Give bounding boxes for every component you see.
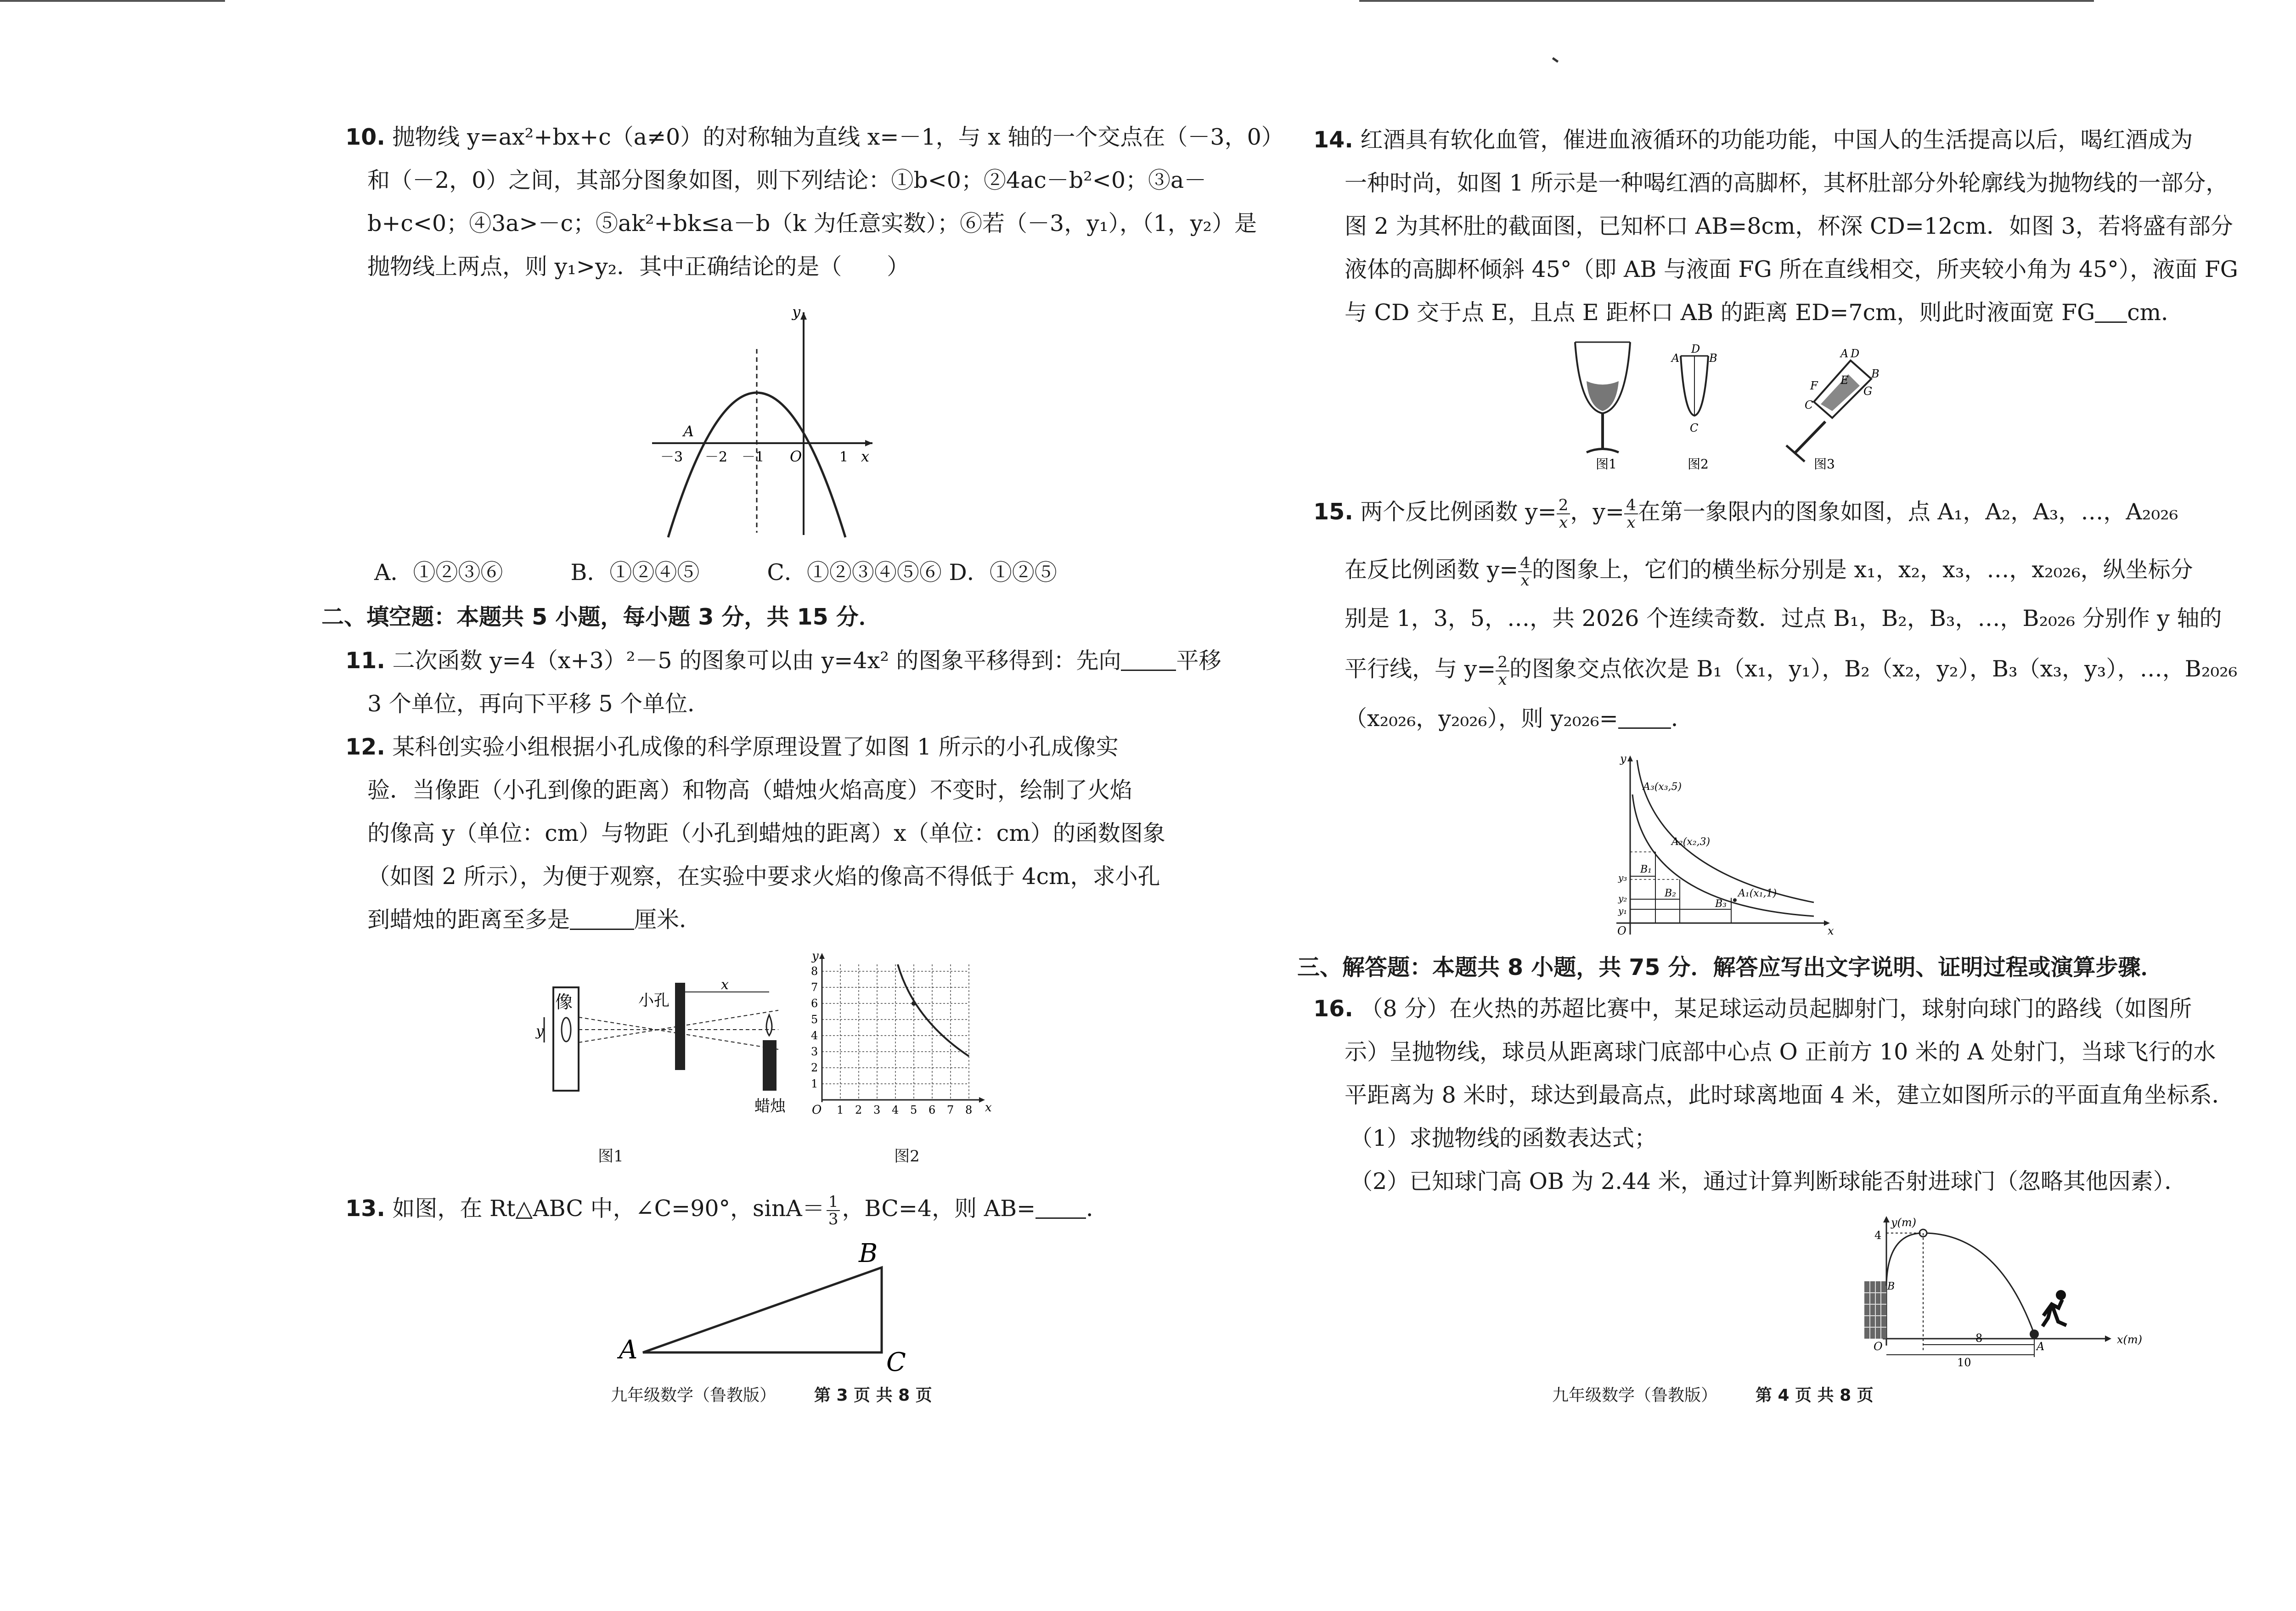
q14-f3-d: D — [1851, 347, 1860, 360]
q12-line5 — [367, 898, 702, 941]
q15-frac4-d: x — [1498, 670, 1507, 689]
q16-height-4: 4 — [1874, 1229, 1882, 1242]
q15-y3: y₃ — [1618, 872, 1627, 883]
q11-text1a: 二次函数 y=4（x+3）²－5 的图象可以由 y=4x² 的图象平移得到：先向 — [392, 648, 1121, 674]
q13-frac-num: 1 — [827, 1194, 840, 1211]
q13-label-c: C — [886, 1347, 906, 1377]
q10-y-label: y — [792, 303, 801, 321]
q10-options: A．①②③⑥ B．①②④⑤ C．①②③④⑤⑥ D．①②⑤ — [374, 559, 1057, 586]
q14-blank[interactable] — [2095, 301, 2127, 323]
q15-text2b: 的图象上，它们的横坐标分别是 x₁，x₂，x₃，…，x₂₀₂₆，纵坐标分 — [1531, 557, 2193, 583]
right-footer-subject: 九年级数学（鲁教版） — [1552, 1386, 1718, 1405]
fig2-ytick: 4 — [811, 1029, 818, 1042]
q15-text2a: 在反比例函数 y= — [1345, 557, 1519, 583]
q10-line3: b+c<0；④3a>－c；⑤ak²+bk≤a－b（k 为任意实数）；⑥若（－3，y₁），（1，y₂）是 — [367, 210, 1257, 237]
q15-text1c: 在第一象限内的图象如图，点 A₁，A₂，A₃，…，A₂₀₂₆ — [1638, 499, 2178, 525]
q15-text4b: 的图象交点依次是 B₁（x₁，y₁），B₂（x₂，y₂），B₃（x₃，y₃），…，B₂₀₂₆ — [1509, 656, 2238, 682]
q14-text5b: cm． — [2127, 299, 2184, 326]
q13-label-b: B — [859, 1239, 878, 1268]
left-footer-page: 第 3 页 共 8 页 — [814, 1386, 932, 1405]
fig2-ytick: 7 — [811, 981, 818, 994]
q15-frac3-d: x — [1520, 571, 1530, 590]
q10-x-label: x — [861, 448, 870, 465]
q16-x-label: x(m) — [2117, 1333, 2143, 1346]
q10-line4: 抛物线上两点，则 y₁>y₂．其中正确结论的是（ ） — [367, 253, 910, 280]
q11-blank[interactable] — [1121, 649, 1176, 671]
q14-f2-b: B — [1709, 352, 1717, 365]
fig1-candle-label: 蜡烛 — [754, 1097, 786, 1115]
q16-point-a: A — [2037, 1340, 2045, 1353]
q12-line4: （如图 2 所示），为便于观察，在实验中要求火焰的像高不得低于 4cm，求小孔 — [367, 863, 1160, 890]
q10-tick-1: 1 — [839, 449, 849, 465]
q13-fraction — [827, 1194, 840, 1228]
fig2-caption: 图2 — [894, 1147, 920, 1166]
q14-line1 — [1313, 118, 2193, 162]
q14-line3: 图 2 为其杯肚的截面图，已知杯口 AB=8cm，杯深 CD=12cm．如图 3，若将盛有部分 — [1345, 213, 2233, 239]
q15-number: 15. — [1313, 499, 1353, 525]
fig2-xtick: 2 — [855, 1104, 862, 1116]
q15-a3: A₃(x₃,5) — [1643, 781, 1682, 793]
q11-line1 — [345, 639, 1221, 682]
q14-f3-g: G — [1863, 385, 1873, 398]
q15-frac3-n: 4 — [1518, 555, 1532, 572]
q12-line2: 验．当像距（小孔到像的距离）和物高（蜡烛火焰高度）不变时，绘制了火焰 — [367, 777, 1133, 803]
q16-line1 — [1313, 987, 2192, 1031]
q16-football-graph — [1860, 1212, 2144, 1378]
q15-text5b: ． — [1671, 705, 1694, 732]
q12-number: 12. — [345, 734, 385, 760]
q14-f2-a: A — [1671, 352, 1680, 365]
q14-f2-d: D — [1691, 343, 1700, 355]
q15-reciprocal-graph — [1598, 753, 1837, 937]
fig2-ytick: 3 — [811, 1045, 818, 1058]
q14-f2-c: C — [1690, 422, 1699, 434]
fig2-origin: O — [812, 1103, 822, 1117]
fig2-xtick: 3 — [873, 1104, 881, 1116]
q14-f3-e: E — [1840, 374, 1849, 387]
q16-part2: （2）已知球门高 OB 为 2.44 米，通过计算判断球能否射进球门（忽略其他因素）． — [1350, 1168, 2187, 1194]
right-footer — [1552, 1382, 1874, 1406]
q15-y2: y₂ — [1618, 893, 1627, 904]
fig2-ytick: 2 — [811, 1061, 818, 1074]
fig2-x-label: x — [985, 1101, 992, 1115]
stray-mark — [1552, 57, 1559, 62]
q16-part1: （1）求抛物线的函数表达式； — [1350, 1125, 1657, 1151]
q13-text-c: ． — [1086, 1195, 1109, 1222]
q15-a2: A₂(x₂,3) — [1671, 836, 1711, 848]
q14-wine-glass-figures — [1566, 335, 1887, 482]
q16-dist-8: 8 — [1975, 1332, 1983, 1345]
fig2-xtick: 1 — [837, 1104, 844, 1116]
q10-tick-neg2: －2 — [705, 449, 728, 465]
q15-line4 — [1345, 648, 2237, 691]
q11-line2: 3 个单位，再向下平移 5 个单位． — [367, 691, 710, 717]
q15-frac4-n: 2 — [1496, 654, 1509, 671]
q10-parabola-graph — [643, 303, 882, 542]
q13-blank[interactable] — [1035, 1197, 1086, 1219]
q10-line2: 和（－2，0）之间，其部分图象如图，则下列结论：①b<0；②4ac－b²<0；③a－ — [367, 167, 1207, 193]
q10-number: 10. — [345, 124, 385, 150]
q13-label-a: A — [619, 1335, 638, 1365]
q16-point-b: B — [1887, 1281, 1895, 1292]
q14-caption1: 图1 — [1596, 456, 1617, 472]
q16-dist-10: 10 — [1957, 1356, 1971, 1369]
fig1-image-label: 像 — [555, 992, 573, 1012]
q10-tick-neg1: －1 — [742, 449, 765, 465]
fig2-xtick: 6 — [929, 1104, 936, 1116]
fig2-xtick: 5 — [910, 1104, 917, 1116]
fig2-y-label: y — [812, 951, 819, 963]
q15-origin: O — [1617, 924, 1626, 937]
q13-triangle — [611, 1235, 923, 1378]
right-footer-page: 第 4 页 共 8 页 — [1755, 1386, 1874, 1405]
q15-line5 — [1345, 697, 1694, 740]
q12-figure1-pinhole — [535, 978, 792, 1143]
q12-figure2-graph — [799, 951, 1001, 1143]
section3-title: 三、解答题：本题共 8 小题，共 75 分．解答应写出文字说明、证明过程或演算步骤． — [1297, 954, 2163, 980]
q10-line1 — [345, 116, 1284, 159]
q16-line3: 平距离为 8 米时，球达到最高点，此时球离地面 4 米，建立如图所示的平面直角坐标系． — [1345, 1082, 2234, 1108]
q15-frac2-d: x — [1626, 513, 1636, 532]
fig2-xtick: 7 — [947, 1104, 954, 1116]
q16-origin: O — [1874, 1340, 1883, 1353]
q12-text5b: 厘米． — [634, 907, 702, 933]
q16-text1: （8 分）在火热的苏超比赛中，某足球运动员起脚射门，球射向球门的路线（如图所 — [1360, 996, 2192, 1022]
q14-line5 — [1345, 291, 2183, 334]
q14-f3-a: A — [1840, 347, 1849, 360]
fig2-xtick: 4 — [892, 1104, 899, 1116]
q14-f3-b: B — [1871, 367, 1880, 380]
q10-point-a: A — [683, 422, 694, 440]
q14-caption3: 图3 — [1814, 456, 1835, 472]
q13-frac-den: 3 — [828, 1210, 838, 1228]
q15-b2: B₂ — [1665, 888, 1676, 899]
q15-line2 — [1345, 548, 2193, 591]
q13-number: 13. — [345, 1195, 385, 1222]
q14-line4: 液体的高脚杯倾斜 45°（即 AB 与液面 FG 所在直线相交，所夹较小角为 45°），液面 FG — [1345, 256, 2238, 282]
q15-b3: B₁ — [1640, 864, 1652, 875]
q10-text1: 抛物线 y=ax²+bx+c（a≠0）的对称轴为直线 x=－1，与 x 轴的一个交点在（－3，0） — [392, 124, 1284, 150]
q15-frac1-n: 2 — [1557, 497, 1570, 514]
q16-line2: 示）呈抛物线，球员从距离球门底部中心点 O 正前方 10 米的 A 处射门，当球飞行的水 — [1345, 1039, 2216, 1065]
q15-frac4 — [1496, 654, 1509, 688]
q15-y-label: y — [1620, 753, 1626, 765]
q12-line3: 的像高 y（单位：cm）与物距（小孔到蜡烛的距离）x（单位：cm）的函数图象 — [367, 820, 1165, 846]
q15-y1: y₁ — [1618, 905, 1627, 916]
q13-text-a: 如图，在 Rt△ABC 中，∠C=90°，sinA＝ — [392, 1195, 825, 1222]
fig1-y-label: y — [536, 1023, 544, 1039]
q12-line1 — [345, 726, 1119, 769]
q10-origin: O — [790, 448, 802, 465]
fig1-hole-label: 小孔 — [638, 991, 670, 1010]
q14-text5a: 与 CD 交于点 E，且点 E 距杯口 AB 的距离 ED=7cm，则此时液面宽 FG — [1345, 299, 2095, 326]
fig2-ytick: 8 — [811, 965, 818, 978]
q15-frac1-d: x — [1559, 513, 1568, 532]
q15-text1b: ，y= — [1570, 499, 1625, 525]
q14-line2: 一种时尚，如图 1 所示是一种喝红酒的高脚杯，其杯肚部分外轮廓线为抛物线的一部分， — [1345, 170, 2228, 196]
fig1-x-label: x — [721, 978, 729, 993]
q14-number: 14. — [1313, 127, 1353, 153]
fig2-ytick: 6 — [811, 997, 818, 1010]
q15-text1a: 两个反比例函数 y= — [1360, 499, 1557, 525]
q13-line — [345, 1187, 1109, 1230]
section2-title: 二、填空题：本题共 5 小题，每小题 3 分，共 15 分． — [321, 604, 881, 630]
q11-text1b: 平移 — [1176, 648, 1221, 674]
q15-frac2 — [1624, 497, 1638, 531]
q15-text4a: 平行线，与 y= — [1345, 656, 1496, 682]
q12-text1: 某科创实验小组根据小孔成像的科学原理设置了如图 1 所示的小孔成像实 — [392, 734, 1119, 760]
q15-line1 — [1313, 490, 2178, 534]
q12-text5a: 到蜡烛的距离至多是 — [367, 907, 570, 933]
q10-tick-neg3: －3 — [660, 449, 683, 465]
q15-frac1 — [1557, 497, 1570, 531]
q15-x-label: x — [1828, 924, 1834, 937]
q15-b1: B₃ — [1715, 898, 1727, 910]
q14-text1: 红酒具有软化血管，催进血液循环的功能功能，中国人的生活提高以后，喝红酒成为 — [1360, 127, 2193, 153]
q14-f3-c: C — [1805, 399, 1813, 411]
q14-caption2: 图2 — [1688, 456, 1709, 472]
fig2-ytick: 1 — [811, 1077, 818, 1090]
q15-line3: 别是 1，3，5，…，共 2026 个连续奇数．过点 B₁，B₂，B₃，…，B₂₀₂₆ 分别作 y 轴的 — [1345, 605, 2222, 631]
q11-number: 11. — [345, 648, 385, 674]
q12-blank[interactable] — [570, 908, 634, 930]
q14-f3-f: F — [1810, 379, 1818, 392]
left-footer-subject: 九年级数学（鲁教版） — [611, 1386, 777, 1405]
q15-blank[interactable] — [1618, 707, 1671, 729]
q16-y-label: y(m) — [1891, 1216, 1917, 1229]
q15-frac2-n: 4 — [1624, 497, 1638, 514]
fig2-ytick: 5 — [811, 1013, 818, 1026]
fig2-xtick: 8 — [965, 1104, 973, 1116]
right-page — [1171, 0, 2296, 1611]
left-footer — [611, 1382, 932, 1406]
q15-frac3 — [1518, 555, 1532, 589]
fig1-caption: 图1 — [598, 1147, 624, 1166]
q13-text-b: ，BC=4，则 AB= — [842, 1195, 1036, 1222]
q15-text5a: （x₂₀₂₆，y₂₀₂₆），则 y₂₀₂₆= — [1345, 705, 1618, 732]
q16-number: 16. — [1313, 996, 1353, 1022]
q15-a1: A₁(x₁,1) — [1738, 888, 1777, 899]
